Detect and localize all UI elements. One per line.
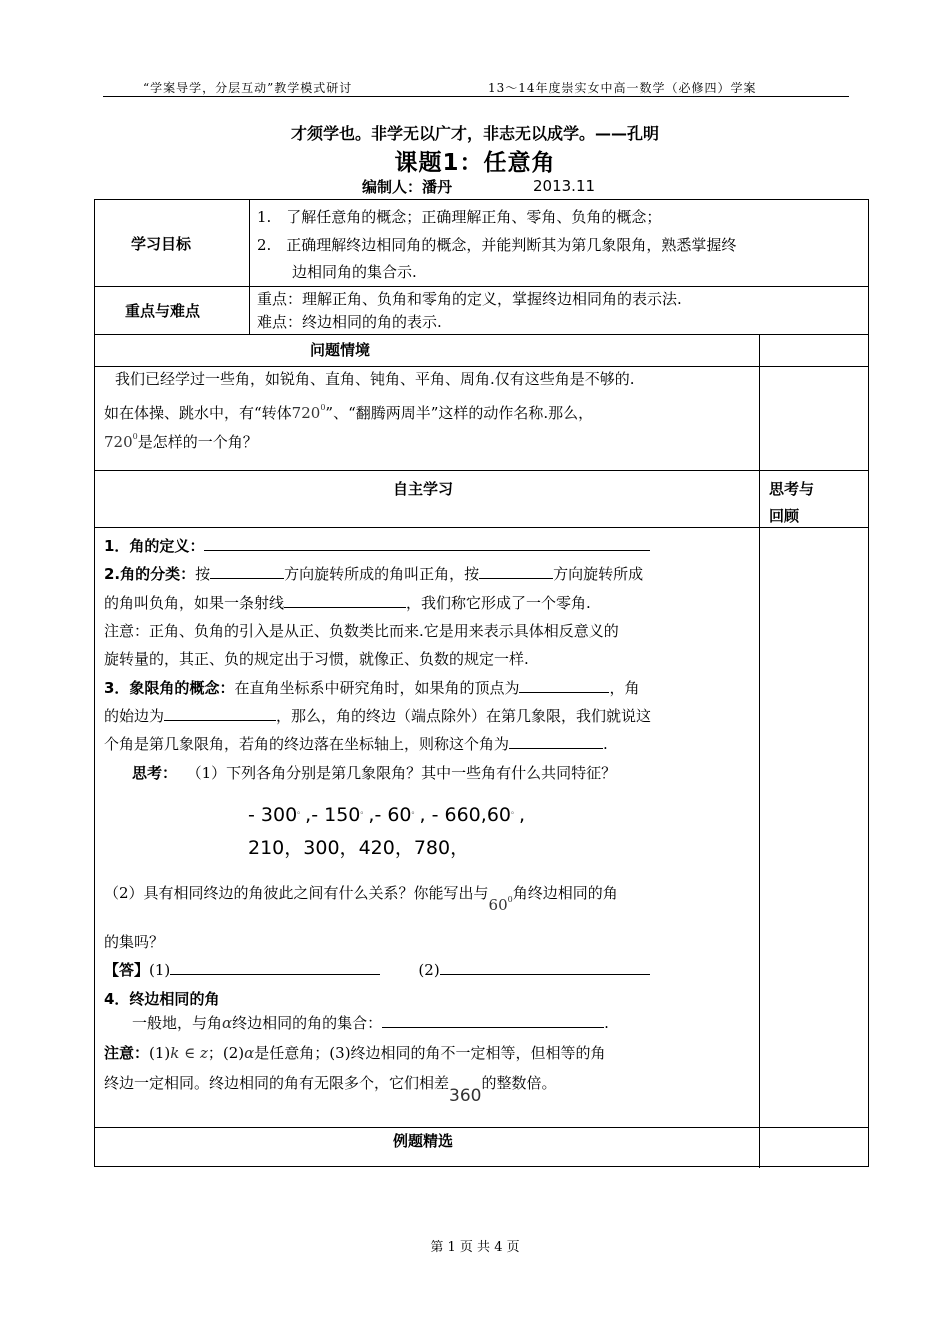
goal-item-1: 1. 了解任意角的概念；正确理解正角、零角、负角的概念； [257, 208, 662, 226]
angles-row-1: - 300。,- 150。,- 60。, - 660,60。, [248, 804, 526, 826]
author: 编制人：潘丹 [362, 178, 453, 196]
blank-positive-direction[interactable] [210, 562, 284, 579]
same-terminal-heading: 4．终边相同的角 [104, 990, 220, 1008]
classification-line-2: 的角叫负角，如果一条射线 ，我们称它形成了一个零角. [104, 589, 591, 617]
motto: 才须学也。非学无以广才，非志无以成学。——孔明 [290, 124, 659, 143]
side-heading-2: 回顾 [769, 507, 800, 525]
rule-keypoints [95, 334, 868, 335]
question-2-line-1: （2）具有相同终边的角彼此之间有什么关系？你能写出与$60^0$角终边相同的角 [104, 884, 618, 914]
quadrant-line-3: 个角是第几象限角，若角的终边落在坐标轴上，则称这个角为 . [104, 730, 608, 758]
keypoint-hard: 难点：终边相同的角的表示. [257, 313, 442, 331]
question-2-line-2: 的集吗？ [104, 933, 165, 951]
blank-angle-set[interactable] [382, 1011, 604, 1028]
col-divider-side [759, 334, 760, 1168]
answer-line: 【答】(1) (2) [104, 956, 650, 984]
definition-line: 1．角的定义： [104, 532, 650, 560]
quadrant-line-2: 的始边为 ，那么，角的终边（端点除外）在第几象限，我们就说这 [104, 702, 651, 730]
keypoints-label: 重点与难点 [125, 302, 201, 320]
note-line-2: 旋转量的，其正、负的规定出于习惯，就像正、负数的规定一样. [104, 650, 529, 668]
quadrant-line-1: 3．象限角的概念：在直角坐标系中研究角时，如果角的顶点为 ，角 [104, 674, 639, 702]
lesson-table [94, 199, 869, 1167]
header-right: 13～14年度崇实女中高一数学（必修四）学案 [488, 81, 757, 95]
note-line-1: 注意：正角、负角的引入是从正、负数类比而来.它是用来表示具体相反意义的 [104, 622, 619, 640]
rule-content [95, 1127, 868, 1128]
angle-720: $720^0$ [291, 403, 326, 422]
blank-axis-angle[interactable] [509, 732, 603, 749]
blank-negative-direction[interactable] [479, 562, 553, 579]
blank-zero-angle[interactable] [284, 591, 406, 608]
col-divider-top [249, 200, 250, 334]
same-terminal-line: 一般地，与角α终边相同的角的集合： . [132, 1009, 609, 1037]
date: 2013.11 [533, 177, 596, 195]
blank-initial-side[interactable] [164, 704, 276, 721]
goals-label: 学习目标 [131, 235, 192, 253]
situation-line-3: $720^0$是怎样的一个角？ [104, 432, 258, 451]
angles-row-2: 210，300，420，780， [248, 837, 470, 859]
page-footer: 第 1 页 共 4 页 [430, 1240, 520, 1255]
classification-line-1: 2.角的分类：按 方向旋转所成的角叫正角，按 方向旋转所成 [104, 560, 643, 588]
goal-item-2b: 边相同角的集合示. [292, 263, 417, 281]
keypoint-key: 重点：理解正角、负角和零角的定义，掌握终边相同角的表示法. [257, 290, 682, 308]
goal-item-2: 2. 正确理解终边相同角的概念，并能判断其为第几象限角，熟悉掌握终 [257, 236, 737, 254]
rule-situation [95, 470, 868, 471]
self-study-heading: 自主学习 [393, 480, 454, 498]
blank-vertex[interactable] [519, 676, 609, 693]
note-same-line-2: 终边一定相同。终边相同的角有无限多个，它们相差360的整数倍。 [104, 1074, 557, 1106]
header-left: “学案导学，分层互动”教学模式研讨 [143, 81, 353, 95]
rule-self-study [95, 527, 868, 528]
situation-heading: 问题情境 [310, 341, 371, 359]
page-header [103, 77, 849, 97]
situation-line-2: 如在体操、跳水中，有“转体$720^0$”、“翻腾两周半”这样的动作名称.那么， [104, 403, 594, 422]
definition-blank[interactable] [204, 534, 650, 551]
lesson-title: 课题1：任意角 [394, 150, 556, 176]
answer-blank-2[interactable] [440, 958, 650, 975]
examples-heading: 例题精选 [393, 1132, 454, 1150]
answer-blank-1[interactable] [170, 958, 380, 975]
note-same-line-1: 注意：(1)k ∈ z；(2)α是任意角；(3)终边相同的角不一定相等，但相等的角 [104, 1044, 606, 1062]
situation-line-1: 我们已经学过一些角，如锐角、直角、钝角、平角、周角.仅有这些角是不够的. [115, 370, 635, 388]
side-heading-1: 思考与 [769, 480, 815, 498]
think-line: 思考： （1）下列各角分别是第几象限角？其中一些角有什么共同特征？ [132, 764, 617, 782]
